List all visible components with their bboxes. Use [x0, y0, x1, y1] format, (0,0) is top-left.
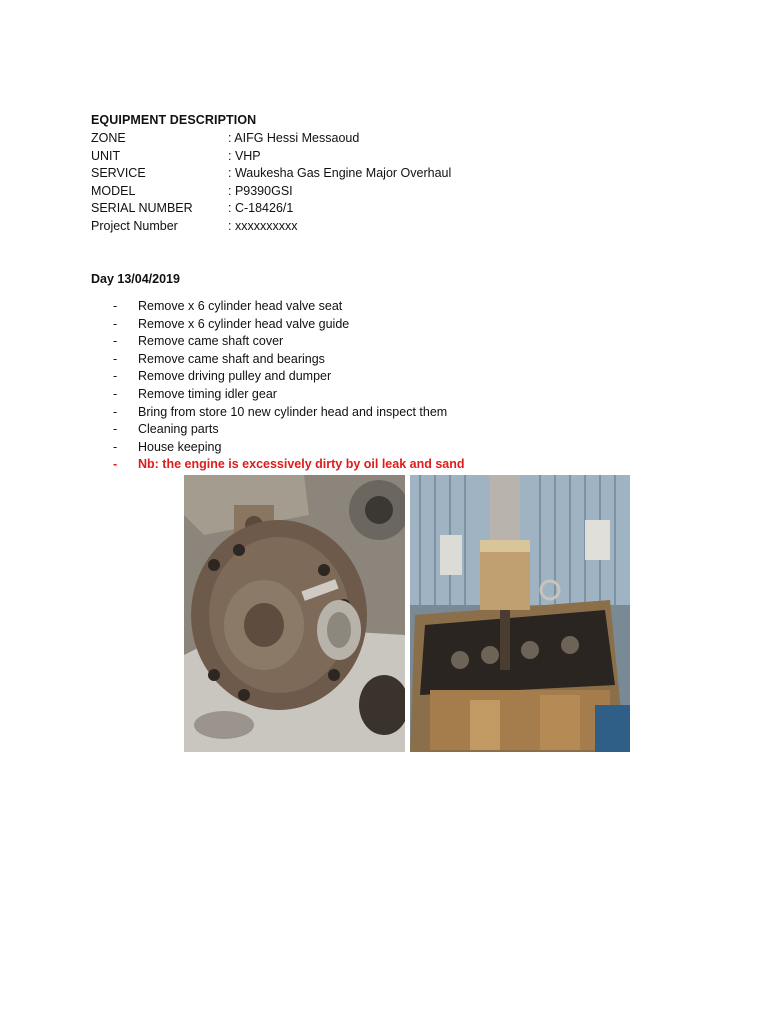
task-text: Remove came shaft and bearings — [138, 351, 325, 366]
task-text: Remove driving pulley and dumper — [138, 369, 332, 384]
bullet-dash: - — [113, 299, 118, 313]
bullet-dash: - — [113, 422, 118, 437]
day-heading: Day 13/04/2019 — [91, 272, 180, 286]
spec-value: : xxxxxxxxxx — [228, 218, 298, 233]
task-text: Remove x 6 cylinder head valve guide — [138, 316, 350, 331]
task-text: House keeping — [138, 439, 222, 454]
bullet-dash: - — [113, 316, 118, 331]
cylinder-head-image — [184, 475, 405, 752]
bullet-dash: - — [113, 404, 118, 419]
engine-block-image — [410, 475, 630, 752]
bullet-dash: - — [113, 334, 118, 349]
spec-key: SERIAL NUMBER — [91, 201, 193, 216]
task-text: Cleaning parts — [138, 422, 219, 437]
task-text: Remove timing idler gear — [138, 386, 277, 401]
bullet-dash: - — [113, 351, 118, 366]
spec-value: : AIFG Hessi Messaoud — [228, 131, 360, 145]
note-text: Nb: the engine is excessively dirty by oil leak and sand — [138, 457, 465, 472]
spec-value: : Waukesha Gas Engine Major Overhaul — [228, 166, 452, 181]
spec-value: : C-18426/1 — [228, 201, 294, 216]
spec-key: Project Number — [91, 218, 178, 233]
engine-block-photo — [410, 475, 630, 752]
equipment-description-title: EQUIPMENT DESCRIPTION — [91, 113, 257, 127]
spec-key: MODEL — [91, 183, 136, 198]
bullet-dash: - — [113, 386, 118, 401]
spec-key: ZONE — [91, 131, 126, 145]
bullet-dash: - — [113, 439, 118, 454]
spec-value: : VHP — [228, 148, 261, 163]
cylinder-head-photo — [184, 475, 405, 752]
bullet-dash: - — [113, 457, 118, 472]
spec-value: : P9390GSI — [228, 183, 293, 198]
spec-key: UNIT — [91, 148, 121, 163]
task-text: Remove came shaft cover — [138, 334, 284, 349]
spec-key: SERVICE — [91, 166, 146, 181]
bullet-dash: - — [113, 369, 118, 384]
task-text: Remove x 6 cylinder head valve seat — [138, 299, 343, 313]
task-text: Bring from store 10 new cylinder head and inspect them — [138, 404, 448, 419]
